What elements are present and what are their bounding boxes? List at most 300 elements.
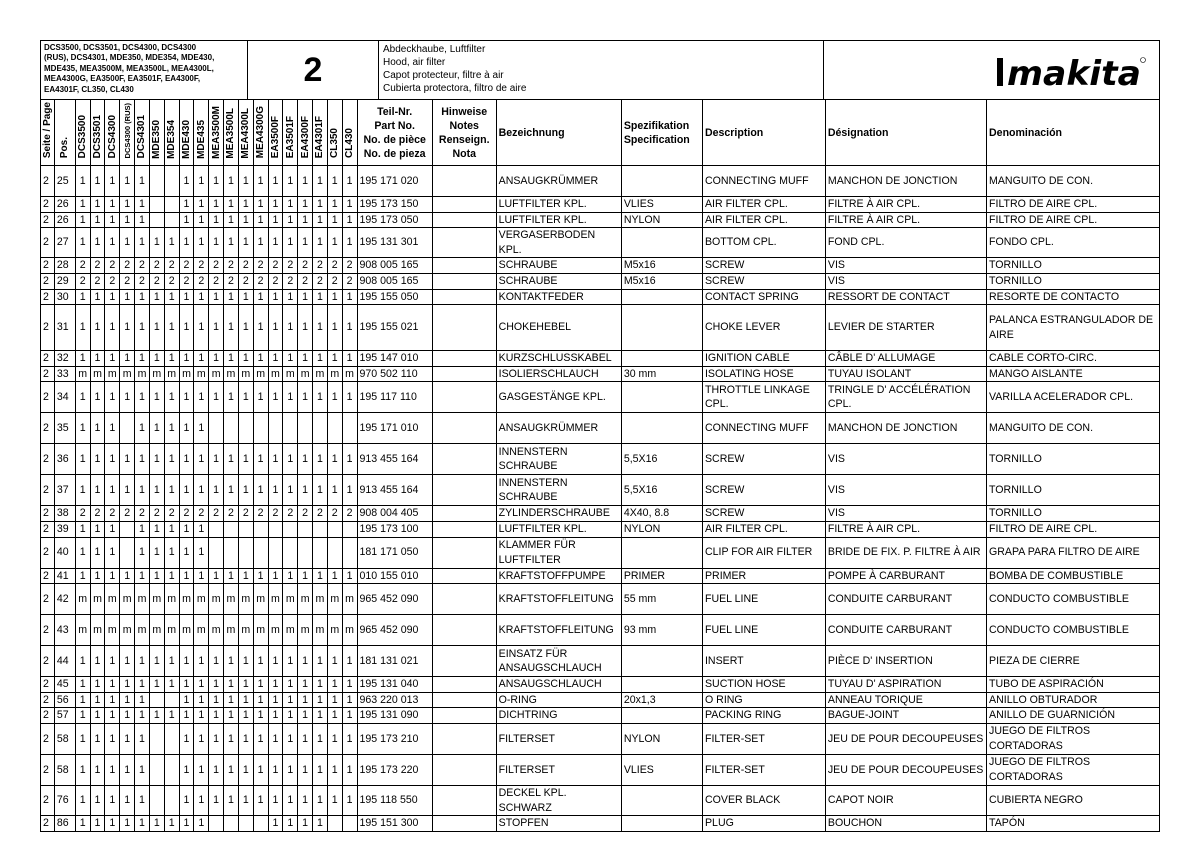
cell-qty: 1 — [342, 646, 357, 677]
cell-qty — [164, 166, 179, 197]
cell-qty: 1 — [90, 646, 105, 677]
cell-pos: 44 — [54, 646, 75, 677]
cell-qty: 1 — [90, 723, 105, 754]
col-spec-label: Spezifikation Specification — [623, 119, 690, 146]
cell-qty: 1 — [209, 228, 224, 258]
cell-qty: 1 — [194, 475, 209, 506]
cell-pos: 26 — [54, 197, 75, 213]
cell-spec: M5x16 — [621, 258, 702, 274]
cell-qty: 1 — [224, 228, 239, 258]
cell-pos: 39 — [54, 521, 75, 537]
cell-qty: 1 — [194, 212, 209, 228]
table-row — [41, 475, 1160, 506]
cell-qty: 2 — [283, 506, 298, 522]
cell-qty: m — [105, 584, 120, 615]
cell-spec — [621, 816, 702, 832]
cell-qty: 1 — [298, 212, 313, 228]
cell-qty: 2 — [209, 258, 224, 274]
cell-qty — [149, 212, 164, 228]
cell-qty: 1 — [105, 646, 120, 677]
cell-page: 2 — [41, 166, 55, 197]
cell-qty: 1 — [342, 677, 357, 693]
col-partno-line: Teil-Nr. — [377, 105, 413, 118]
cell-designation: BAGUE-JOINT — [825, 708, 986, 724]
cell-bezeichnung: LUFTFILTER KPL. — [496, 212, 621, 228]
cell-qty: m — [327, 615, 342, 646]
cell-bezeichnung: KRAFTSTOFFLEITUNG — [496, 584, 621, 615]
title-line: Hood, air filter — [383, 57, 446, 68]
cell-qty: 1 — [149, 228, 164, 258]
cell-pos: 33 — [54, 366, 75, 382]
cell-qty: 1 — [283, 382, 298, 413]
cell-note — [432, 351, 496, 367]
cell-note — [432, 816, 496, 832]
cell-qty: 1 — [209, 289, 224, 305]
cell-page: 2 — [41, 692, 55, 708]
cell-qty: 1 — [224, 568, 239, 584]
cell-denominacion: TORNILLO — [987, 475, 1160, 506]
cell-qty: 1 — [342, 382, 357, 413]
cell-partno: 195 117 110 — [357, 382, 432, 413]
cell-qty: 1 — [149, 351, 164, 367]
cell-qty: 1 — [327, 212, 342, 228]
cell-qty: 1 — [342, 444, 357, 475]
cell-qty: 1 — [298, 475, 313, 506]
cell-qty: 1 — [179, 212, 194, 228]
cell-qty: 1 — [238, 382, 253, 413]
cell-qty: m — [313, 366, 328, 382]
cell-qty: 1 — [313, 816, 328, 832]
cell-description: FILTER-SET — [702, 754, 825, 785]
cell-qty: m — [253, 584, 268, 615]
cell-designation: FOND CPL. — [825, 228, 986, 258]
cell-qty: 1 — [164, 537, 179, 568]
cell-qty: 1 — [224, 754, 239, 785]
cell-qty: 1 — [149, 816, 164, 832]
cell-qty: 1 — [283, 708, 298, 724]
cell-designation: RESSORT DE CONTACT — [825, 289, 986, 305]
cell-qty: 1 — [209, 754, 224, 785]
cell-page: 2 — [41, 785, 55, 815]
cell-partno: 195 151 300 — [357, 816, 432, 832]
cell-spec: 5,5X16 — [621, 475, 702, 506]
cell-qty: 1 — [313, 677, 328, 693]
cell-qty: 1 — [179, 197, 194, 213]
cell-description: SCREW — [702, 444, 825, 475]
cell-pos: 31 — [54, 305, 75, 351]
col-model — [120, 100, 135, 166]
cell-qty: 1 — [209, 568, 224, 584]
cell-qty: 1 — [268, 166, 283, 197]
cell-qty: 1 — [327, 708, 342, 724]
cell-denominacion: CABLE CORTO-CIRC. — [987, 351, 1160, 367]
cell-qty: 1 — [298, 754, 313, 785]
cell-partno: 963 220 013 — [357, 692, 432, 708]
table-row — [41, 351, 1160, 367]
cell-pos: 25 — [54, 166, 75, 197]
cell-qty: 1 — [238, 475, 253, 506]
cell-partno: 195 173 220 — [357, 754, 432, 785]
table-row — [41, 305, 1160, 351]
cell-qty: 1 — [105, 568, 120, 584]
cell-qty: 1 — [327, 305, 342, 351]
cell-qty: 1 — [194, 382, 209, 413]
cell-qty: 1 — [327, 646, 342, 677]
cell-qty: 2 — [327, 258, 342, 274]
col-denominacion-label: Denominación — [989, 126, 1063, 139]
cell-description: CHOKE LEVER — [702, 305, 825, 351]
models-line: EA4301F, CL350, CL430 — [44, 84, 134, 94]
cell-qty: 1 — [120, 197, 135, 213]
cell-qty: 1 — [253, 708, 268, 724]
cell-qty — [120, 413, 135, 444]
cell-qty: m — [268, 584, 283, 615]
cell-qty — [283, 413, 298, 444]
col-notes-line: Nota — [452, 147, 477, 160]
cell-qty: 1 — [342, 723, 357, 754]
cell-page: 2 — [41, 816, 55, 832]
cell-qty: 1 — [120, 382, 135, 413]
cell-qty: 2 — [149, 258, 164, 274]
cell-qty: 1 — [283, 754, 298, 785]
cell-qty: 1 — [253, 212, 268, 228]
cell-qty: 1 — [120, 444, 135, 475]
cell-qty — [342, 521, 357, 537]
cell-qty: 1 — [149, 646, 164, 677]
cell-partno: 913 455 164 — [357, 475, 432, 506]
cell-qty: 1 — [75, 692, 90, 708]
cell-qty: 1 — [298, 444, 313, 475]
cell-qty: 2 — [179, 258, 194, 274]
cell-qty: m — [238, 366, 253, 382]
cell-qty: 2 — [298, 258, 313, 274]
cell-partno: 965 452 090 — [357, 584, 432, 615]
table-row — [41, 537, 1160, 568]
cell-qty: 1 — [179, 754, 194, 785]
cell-partno: 908 005 165 — [357, 258, 432, 274]
cell-qty: 1 — [313, 475, 328, 506]
cell-bezeichnung: KRAFTSTOFFLEITUNG — [496, 615, 621, 646]
cell-spec — [621, 646, 702, 677]
cell-qty: 1 — [342, 212, 357, 228]
cell-qty — [238, 537, 253, 568]
col-model-label: DCS4301 — [136, 115, 148, 159]
cell-qty: 1 — [253, 785, 268, 815]
cell-qty: 2 — [135, 273, 150, 289]
cell-qty: 1 — [253, 646, 268, 677]
cell-qty: 1 — [105, 212, 120, 228]
cell-qty: 1 — [253, 568, 268, 584]
cell-qty: 1 — [342, 289, 357, 305]
models-line: MEA4300G, EA3500F, EA3501F, EA4300F, — [44, 74, 201, 84]
cell-qty: 2 — [327, 506, 342, 522]
cell-qty: 2 — [238, 506, 253, 522]
cell-qty: 1 — [268, 475, 283, 506]
cell-qty: 1 — [135, 228, 150, 258]
cell-bezeichnung: VERGASERBODEN KPL. — [496, 228, 621, 258]
cell-bezeichnung: LUFTFILTER KPL. — [496, 521, 621, 537]
cell-qty: 2 — [224, 506, 239, 522]
col-model — [90, 100, 105, 166]
cell-partno: 195 118 550 — [357, 785, 432, 815]
cell-pos: 41 — [54, 568, 75, 584]
cell-qty: 1 — [342, 692, 357, 708]
cell-qty: 1 — [342, 351, 357, 367]
cell-description: FUEL LINE — [702, 584, 825, 615]
cell-qty: 1 — [135, 692, 150, 708]
cell-denominacion: TORNILLO — [987, 258, 1160, 274]
cell-qty: 1 — [268, 708, 283, 724]
cell-qty: 1 — [253, 475, 268, 506]
cell-description: CONTACT SPRING — [702, 289, 825, 305]
cell-page: 2 — [41, 568, 55, 584]
cell-denominacion: JUEGO DE FILTROS CORTADORAS — [987, 723, 1160, 754]
cell-designation: JEU DE POUR DECOUPEUSES — [825, 723, 986, 754]
cell-qty: 1 — [120, 677, 135, 693]
cell-pos: 32 — [54, 351, 75, 367]
col-model-label: DCS4300 (RUS) — [122, 102, 132, 159]
cell-partno: 913 455 164 — [357, 444, 432, 475]
cell-qty: 2 — [75, 506, 90, 522]
col-model — [283, 100, 298, 166]
cell-qty: 1 — [179, 537, 194, 568]
cell-partno: 195 173 050 — [357, 212, 432, 228]
cell-designation: TRINGLE D' ACCÉLÉRATION CPL. — [825, 382, 986, 413]
cell-qty: 1 — [209, 351, 224, 367]
cell-qty: 2 — [313, 506, 328, 522]
cell-bezeichnung: EINSATZ FÜR ANSAUGSCHLAUCH — [496, 646, 621, 677]
cell-qty: 1 — [75, 475, 90, 506]
cell-qty: 1 — [283, 723, 298, 754]
cell-qty: 1 — [238, 212, 253, 228]
cell-qty: 1 — [105, 677, 120, 693]
cell-designation: VIS — [825, 258, 986, 274]
title-line: Cubierta protectora, filtro de aire — [383, 83, 527, 94]
cell-qty: 1 — [164, 475, 179, 506]
cell-description: PRIMER — [702, 568, 825, 584]
cell-description: AIR FILTER CPL. — [702, 212, 825, 228]
cell-qty: m — [135, 366, 150, 382]
cell-qty: 1 — [298, 816, 313, 832]
cell-qty: m — [149, 584, 164, 615]
cell-qty: 1 — [313, 785, 328, 815]
cell-qty: 2 — [313, 273, 328, 289]
cell-designation: CAPOT NOIR — [825, 785, 986, 815]
col-model — [194, 100, 209, 166]
cell-qty: 1 — [149, 521, 164, 537]
cell-qty: m — [268, 615, 283, 646]
table-row — [41, 444, 1160, 475]
cell-qty: 2 — [238, 258, 253, 274]
cell-qty: 1 — [283, 785, 298, 815]
col-page — [41, 100, 55, 166]
cell-note — [432, 166, 496, 197]
cell-denominacion: PIEZA DE CIERRE — [987, 646, 1160, 677]
cell-qty — [283, 537, 298, 568]
cell-qty — [253, 413, 268, 444]
cell-description: O RING — [702, 692, 825, 708]
cell-description: SCREW — [702, 258, 825, 274]
cell-denominacion: BOMBA DE COMBUSTIBLE — [987, 568, 1160, 584]
cell-qty: 1 — [224, 475, 239, 506]
cell-bezeichnung: KONTAKTFEDER — [496, 289, 621, 305]
cell-qty: 2 — [120, 273, 135, 289]
cell-partno: 181 131 021 — [357, 646, 432, 677]
col-pos — [54, 100, 75, 166]
cell-qty: m — [105, 615, 120, 646]
cell-qty: 1 — [313, 444, 328, 475]
cell-qty: 2 — [238, 273, 253, 289]
cell-qty: 1 — [209, 708, 224, 724]
cell-qty: m — [105, 366, 120, 382]
cell-note — [432, 584, 496, 615]
cell-pos: 38 — [54, 506, 75, 522]
cell-qty: 1 — [224, 708, 239, 724]
col-model-label: DCS3501 — [92, 115, 103, 159]
cell-qty: 2 — [105, 258, 120, 274]
cell-qty: 1 — [313, 692, 328, 708]
cell-qty: 1 — [194, 228, 209, 258]
cell-qty: 1 — [164, 521, 179, 537]
cell-page: 2 — [41, 537, 55, 568]
cell-qty: 1 — [135, 646, 150, 677]
cell-qty: 2 — [224, 273, 239, 289]
cell-qty: 2 — [342, 273, 357, 289]
cell-qty: 1 — [90, 537, 105, 568]
models-line: MDE435, MEA3500M, MEA3500L, MEA4300L, — [44, 63, 214, 73]
cell-qty: m — [179, 584, 194, 615]
cell-qty: 1 — [253, 351, 268, 367]
cell-denominacion: ANILLO DE GUARNICIÓN — [987, 708, 1160, 724]
cell-bezeichnung: GASGESTÄNGE KPL. — [496, 382, 621, 413]
col-model-label: MEA3500M — [210, 105, 222, 159]
cell-note — [432, 615, 496, 646]
cell-qty: 1 — [224, 289, 239, 305]
cell-bezeichnung: SCHRAUBE — [496, 273, 621, 289]
cell-qty: 1 — [120, 305, 135, 351]
cell-page: 2 — [41, 413, 55, 444]
cell-qty: 1 — [179, 475, 194, 506]
cell-qty — [238, 521, 253, 537]
cell-qty: 1 — [342, 305, 357, 351]
table-row — [41, 506, 1160, 522]
cell-page: 2 — [41, 197, 55, 213]
cell-qty: 1 — [135, 289, 150, 305]
cell-qty: 1 — [105, 289, 120, 305]
cell-bezeichnung: INNENSTERN SCHRAUBE — [496, 444, 621, 475]
cell-note — [432, 521, 496, 537]
cell-qty — [164, 754, 179, 785]
cell-qty: 1 — [238, 568, 253, 584]
cell-qty: 1 — [209, 677, 224, 693]
cell-qty: 1 — [209, 166, 224, 197]
cell-qty: m — [194, 615, 209, 646]
cell-qty — [164, 197, 179, 213]
cell-denominacion: FILTRO DE AIRE CPL. — [987, 197, 1160, 213]
cell-page: 2 — [41, 615, 55, 646]
cell-qty: 1 — [90, 382, 105, 413]
cell-qty: m — [298, 366, 313, 382]
cell-qty: 1 — [105, 166, 120, 197]
table-row — [41, 646, 1160, 677]
cell-qty: 1 — [90, 228, 105, 258]
cell-qty: 1 — [283, 475, 298, 506]
col-denominacion — [987, 100, 1160, 166]
col-description — [702, 100, 825, 166]
col-model-label: DCS4300 — [106, 115, 118, 159]
cell-qty: 1 — [209, 646, 224, 677]
cell-qty: 2 — [75, 273, 90, 289]
cell-spec: NYLON — [621, 723, 702, 754]
cell-qty — [224, 816, 239, 832]
cell-pos: 36 — [54, 444, 75, 475]
cell-qty: 1 — [105, 816, 120, 832]
cell-qty: m — [283, 366, 298, 382]
table-row — [41, 615, 1160, 646]
col-model — [253, 100, 268, 166]
cell-denominacion: CUBIERTA NEGRO — [987, 785, 1160, 815]
cell-note — [432, 444, 496, 475]
cell-qty: 2 — [105, 273, 120, 289]
cell-qty: 1 — [179, 785, 194, 815]
cell-qty: 1 — [105, 723, 120, 754]
cell-qty: 1 — [209, 723, 224, 754]
cell-bezeichnung: O-RING — [496, 692, 621, 708]
cell-qty: 1 — [238, 785, 253, 815]
cell-qty: 1 — [164, 568, 179, 584]
cell-qty: 1 — [75, 677, 90, 693]
cell-qty: 2 — [283, 273, 298, 289]
cell-qty: 1 — [194, 413, 209, 444]
cell-qty: 1 — [253, 289, 268, 305]
cell-qty: 1 — [268, 305, 283, 351]
cell-qty: 2 — [149, 273, 164, 289]
models-box — [40, 40, 248, 100]
cell-qty: 2 — [342, 258, 357, 274]
cell-qty: m — [342, 615, 357, 646]
col-notes — [432, 100, 496, 166]
cell-page: 2 — [41, 212, 55, 228]
table-row — [41, 166, 1160, 197]
cell-spec: M5x16 — [621, 273, 702, 289]
cell-qty: 1 — [194, 166, 209, 197]
cell-qty: m — [283, 615, 298, 646]
table-row — [41, 708, 1160, 724]
cell-qty: 1 — [238, 228, 253, 258]
cell-qty: 1 — [194, 785, 209, 815]
table-row — [41, 212, 1160, 228]
cell-qty: 1 — [75, 197, 90, 213]
cell-qty: 1 — [238, 197, 253, 213]
cell-qty: 1 — [179, 677, 194, 693]
cell-pos: 27 — [54, 228, 75, 258]
cell-qty — [268, 413, 283, 444]
cell-qty — [298, 521, 313, 537]
cell-qty: 1 — [298, 228, 313, 258]
col-bezeichnung — [496, 100, 621, 166]
cell-qty: 1 — [149, 444, 164, 475]
cell-denominacion: TAPÓN — [987, 816, 1160, 832]
cell-partno: 970 502 110 — [357, 366, 432, 382]
cell-description: FILTER-SET — [702, 723, 825, 754]
cell-qty — [164, 723, 179, 754]
cell-qty: m — [164, 615, 179, 646]
cell-denominacion: MANGO AISLANTE — [987, 366, 1160, 382]
cell-designation: CÂBLE D' ALLUMAGE — [825, 351, 986, 367]
cell-qty: 1 — [90, 197, 105, 213]
cell-qty — [209, 816, 224, 832]
cell-qty: 1 — [90, 444, 105, 475]
